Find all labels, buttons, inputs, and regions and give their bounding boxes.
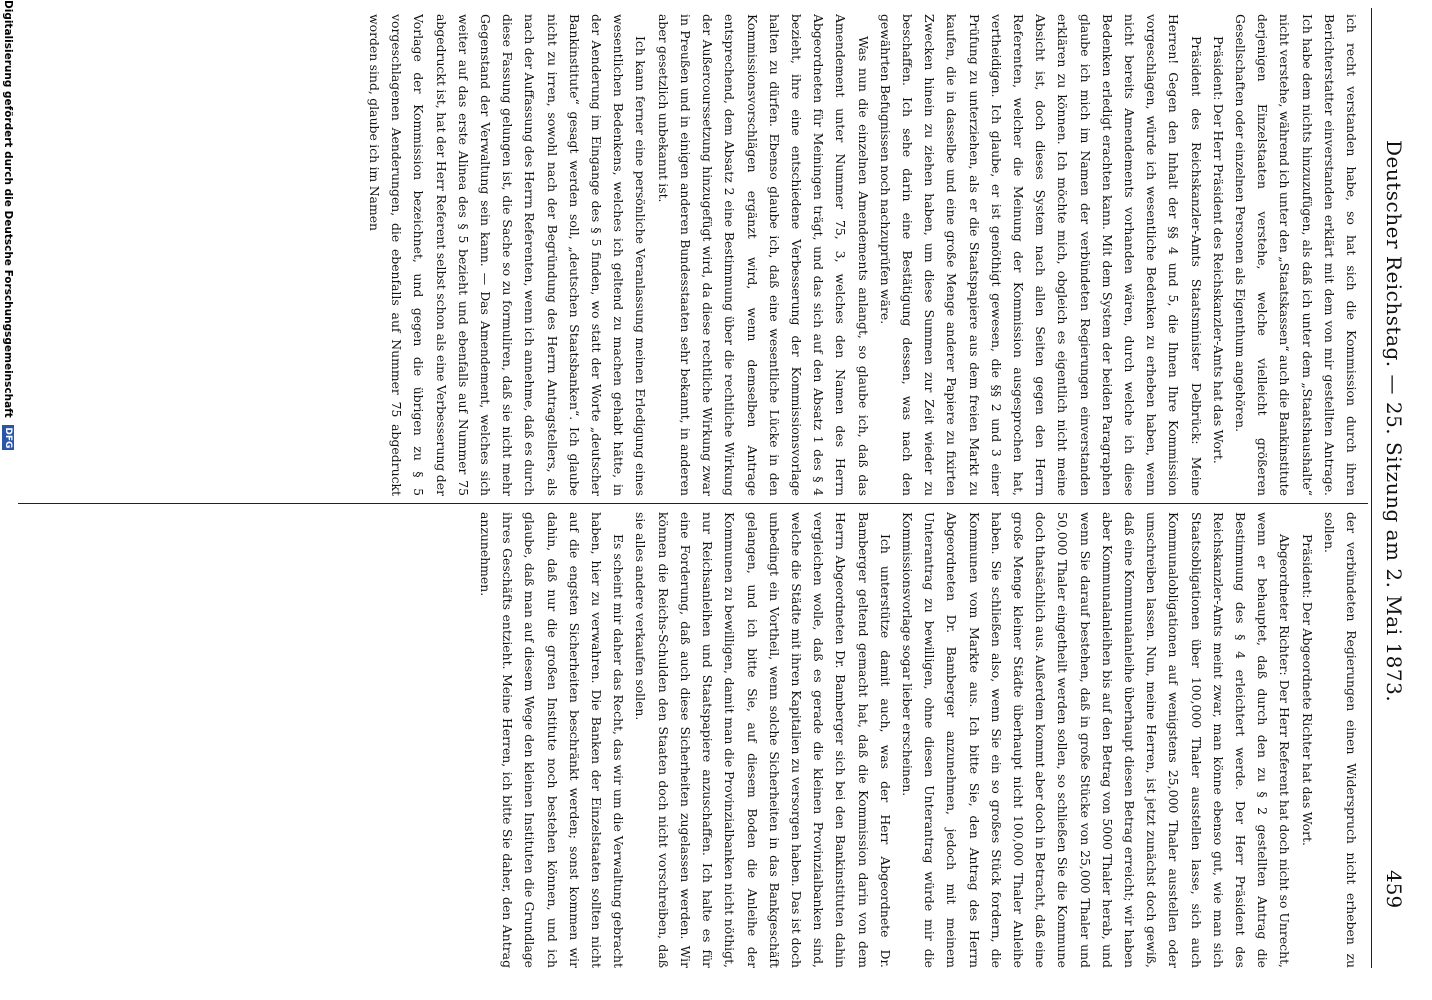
paragraph: Es scheint mir daher das Recht, das wir um die Verwaltung gebracht haben, hier zu verwahren. Die Banken der Einzelstaaten sollten nicht auf die engsten Sicherheiten beschränkt werden; sonst kommen wir dahin, daß nur die großen Institute noch bestehen können, und ich glaube, daß man auf diesem Wege den kleinen Instituten die Grundlage ihres Geschäfts entzieht. Meine Herren, ich bitte Sie daher, den Antrag anzunehmen. — [478, 512, 627, 968]
left-column — [20, 14, 1362, 496]
footer-credit-text: Digitalisierung gefördert durch die Deutsche Forschungsgemeinschaft — [2, 0, 14, 418]
speaker-paragraph: Präsident des Reichskanzler-Amts Staatsminister Delbrück: Meine Herren! Gegen den Inhalt der §§ 4 und 5, die Ihnen Ihre Kommission vorgeschlagen, würde ich wesentliche Bedenken zu erheben haben, wenn nicht bereits Amendements vorhanden wären, durch welche ich diese Bedenken erledigt erachten kann. Mit dem System der beiden Paragraphen glaube ich mich im Namen der verbündeten Regierungen einverstanden erklären zu können. Ich möchte mich, obgleich es eigentlich nicht meine Absicht ist, doch dieses System nach allen Seiten gegen den Herrn Referenten, welcher die Meinung der Kommission ausgesprochen hat, vertheidigen. Ich glaube, er ist genöthigt gewesen, die §§ 2 und 3 einer Prüfung zu unterziehen, als er die Staatspapiere aus dem freien Markt zu kaufen, die in dasselbe und eine große Menge anderer Papiere zu fixirten Zwecken hinein zu ziehen haben, um diese Summen zur Zeit wieder zu beschaffen. Ich sehe darin eine Bestätigung dessen, was nach den gewährten Befugnissen noch nachzuprüfen wäre. — [877, 14, 1204, 496]
paragraph: Ich kann ferner eine persönliche Veranlassung meinen Erledigung eines wesentlichen Bedenkens, welches ich geltend zu machen gehabt hätte, in der Aenderung im Eingange des § 5 finden, wo statt der Worte „deutscher Bankinstitute“ gesagt werden soll, „deutschen Staatsbanken“. Ich glaube nicht zu irren, sowohl nach der Begründung des Herrn Antragstellers, als nach der Auffassung des Herrn Referenten, wenn ich annehme, daß es durch diese Fassung gelungen ist, die Sache so zu formuliren, daß sie nicht mehr Gegenstand der Verwaltung sein kann. — Das Amendement, welches sich weiter auf das erste Alinea des § 5 bezieht und ebenfalls auf Nummer 75 abgedruckt ist, hat der Herr Referent selbst schon als eine Verbesserung der Vorlage der Kommission bezeichnet, und gegen die übrigen zu § 5 vorgeschlagenen Aenderungen, die ebenfalls auf Nummer 75 abgedruckt worden sind, glaube ich im Namen — [367, 14, 649, 496]
running-head: Deutscher Reichstag. — 25. Sitzung am 2. Mai 1873. — [1382, 140, 1406, 703]
speaker-paragraph: Präsident: Der Abgeordnete Richter hat das Wort. — [1299, 534, 1315, 846]
right-column — [20, 512, 1362, 968]
footer-credit — [2, 0, 14, 450]
header-rule — [1371, 8, 1372, 968]
paragraph: Was nun die einzelnen Amendements anlangt, so glaube ich, daß das Amendement unter Nummer 75, 3, welches den Namen des Herrn Abgeordneten für Meiningen trägt, und das sich auf den Absatz 1 des § 4 bezieht, ihre eine entschiedene Verbesserung der Kommissionsvorlage halten zu dürfen. Ebenso glaube ich, daß eine wesentliche Lücke in den Kommissionsvorschlägen ergänzt wird, wenn demselben Antrage entsprechend, dem Absatz 2 eine Bestimmung über die rechtliche Wirkung der Außercourssetzung hinzugefügt wird, da diese rechtliche Wirkung zwar in Preußen und in einigen anderen Bundesstaaten sehr bekannt, in anderen aber gesetzlich unbekannt ist. — [655, 14, 871, 496]
paragraph: Ich unterstütze damit auch, was der Herr Abgeordnete Dr. Bamberger geltend gemacht hat, daß die Kommission darin von dem Herrn Abgeordneten Dr. Bamberger sich bei den Bankinstituten dahin vergleichen wolle, daß es gerade die kleinen Provinzialbanken sind, welche die Städte mit ihren Kapitalien zu versorgen haben. Das ist doch unbedingt ein Vortheil, wenn solche Sicherheiten in das Bankgeschäft gelangen, und ich bitte Sie, auf diesem Boden die Anleihe der Kommunen zu bewilligen, damit man die Provinzialbanken nicht nöthigt, nur Reichsanleihen und Staatspapiere anzuschaffen. Ich halte es für eine Forderung, daß auch diese Sicherheiten zugelassen werden. Wir können die Reichs-Schulden den Staaten doch nicht vorschreiben, daß sie alles andere verkaufen sollen. — [633, 512, 893, 968]
paragraph: ich recht verstanden habe, so hat sich die Kommission durch ihren Berichterstatter einverstanden erklärt mit dem von mir gestellten Antrage. Ich habe dem nichts hinzuzufügen, als daß ich unter dem „Staatshaushalte“ nicht verstehe, während ich unter den „Staatskassen“ auch die Bankinstitute derjenigen Einzelstaaten verstehe, welche vielleicht größeren Gesellschaften oder einzelnen Personen als Eigenthum angehören. — [1232, 14, 1359, 496]
column-divider — [18, 503, 1368, 504]
page-number: 459 — [1382, 870, 1406, 909]
dfg-logo: DFG — [3, 427, 13, 449]
digitization-footer — [0, 0, 14, 1000]
paragraph: der verbündeten Regierungen einen Widerspruch nicht erheben zu sollen. — [1321, 512, 1359, 968]
page-header — [1378, 0, 1406, 1000]
speaker-paragraph: Präsident: Der Herr Präsident des Reichskanzler-Amts hat das Wort. — [1210, 36, 1226, 464]
speaker-paragraph: Abgeordneter Richter: Der Herr Referent hat doch nicht so Unrecht, wenn er behauptet, daß durch den zu § 2 gestellten Antrag die Bestimmung des § 4 erleichtert werde. Der Herr Präsident des Reichskanzler-Amts meint zwar, man könne ebenso gut, wie man sich Staatsobligationen über 100,000 Thaler ausstellen lasse, sich auch Kommunalobligationen auf wenigstens 25,000 Thaler ausstellen oder umschreiben lassen. Nun, meine Herren, ist jetzt zunächst doch gewiß, daß eine Kommunalanleihe überhaupt diesen Betrag erreicht; wir haben aber Kommunalanleihen bis auf den Betrag von 5000 Thaler herab, und wenn Sie darauf bestehen, daß in große Stücke von 25,000 Thaler und 50,000 Thaler eingetheilt werden sollen, so schließen Sie die Kommune doch thatsächlich aus. Außerdem kommt aber doch in Betracht, daß eine große Menge kleiner Städte überhaupt nicht 100,000 Thaler Anleihe haben. Sie schließen also, wenn Sie ein so großes Stück fordern, die Kommunen vom Markte aus. Ich bitte Sie, den Antrag des Herrn Abgeordneten Dr. Bamberger anzunehmen, jedoch mit meinem Unterantrag zu bewilligen, ohne diesen Unterantrag würde mir die Kommissionsvorlage sogar lieber erscheinen. — [899, 512, 1293, 968]
